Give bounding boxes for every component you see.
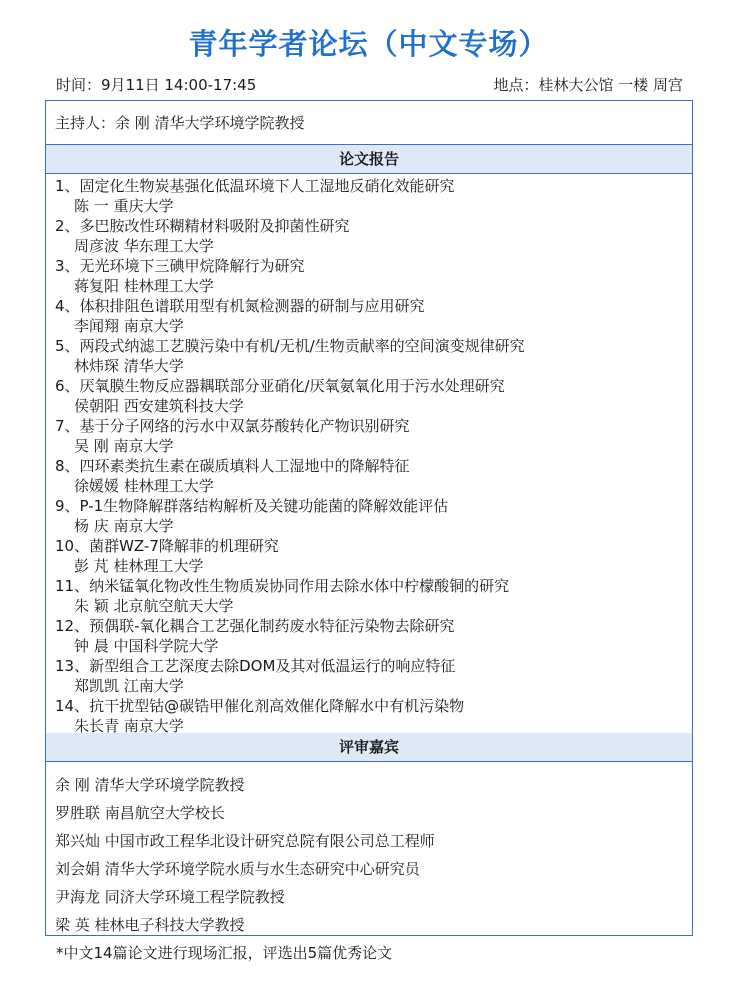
venue-text: 地点：桂林大公馆 一楼 周宫 [493, 76, 683, 94]
program-frame [45, 100, 693, 936]
paper-item [55, 376, 686, 416]
paper-item [55, 496, 686, 536]
reviewers-header: 评审嘉宾 [46, 733, 692, 762]
paper-author: 徐媛媛 桂林理工大学 [74, 477, 214, 495]
paper-author: 周彦波 华东理工大学 [74, 237, 214, 255]
paper-item [55, 216, 686, 256]
paper-list [55, 176, 686, 733]
meta-row [56, 74, 683, 96]
paper-item [55, 256, 686, 296]
paper-item [55, 456, 686, 496]
paper-title: 14、抗干扰型钴@碳锆甲催化剂高效催化降解水中有机污染物 [55, 697, 465, 715]
paper-item [55, 536, 686, 576]
paper-author: 陈 一 重庆大学 [74, 197, 174, 215]
reviewer-list [55, 771, 686, 939]
paper-title: 4、体积排阻色谱联用型有机氮检测器的研制与应用研究 [55, 297, 425, 315]
paper-item [55, 616, 686, 656]
paper-item [55, 176, 686, 216]
host-text: 主持人：余 刚 清华大学环境学院教授 [46, 101, 692, 145]
reviewer-item: 梁 英 桂林电子科技大学教授 [55, 916, 245, 934]
paper-author: 蒋复阳 桂林理工大学 [74, 277, 214, 295]
reviewer-item: 刘会娟 清华大学环境学院水质与水生态研究中心研究员 [55, 860, 420, 878]
paper-item [55, 416, 686, 456]
paper-title: 3、无光环境下三碘甲烷降解行为研究 [55, 257, 305, 275]
paper-title: 10、菌群WZ-7降解菲的机理研究 [55, 537, 279, 555]
reviewer-item: 尹海龙 同济大学环境工程学院教授 [55, 888, 285, 906]
paper-item [55, 336, 686, 376]
paper-item [55, 656, 686, 696]
paper-title: 2、多巴胺改性环糊精材料吸附及抑菌性研究 [55, 217, 350, 235]
footnote: *中文14篇论文进行现场汇报，评选出5篇优秀论文 [56, 944, 393, 962]
paper-author: 李闻翔 南京大学 [74, 317, 184, 335]
paper-item [55, 576, 686, 616]
paper-title: 9、P-1生物降解群落结构解析及关键功能菌的降解效能评估 [55, 497, 449, 515]
time-text: 时间：9月11日 14:00-17:45 [56, 76, 257, 94]
reviewer-item: 郑兴灿 中国市政工程华北设计研究总院有限公司总工程师 [55, 832, 435, 850]
paper-author: 彭 芃 桂林理工大学 [74, 557, 204, 575]
paper-title: 13、新型组合工艺深度去除DOM及其对低温运行的响应特征 [55, 657, 456, 675]
page-title: 青年学者论坛（中文专场） [188, 27, 549, 61]
paper-title: 7、基于分子网络的污水中双氯芬酸转化产物识别研究 [55, 417, 410, 435]
paper-author: 朱长青 南京大学 [74, 717, 184, 733]
paper-item [55, 296, 686, 336]
paper-author: 林炜琛 清华大学 [74, 357, 184, 375]
paper-title: 8、四环素类抗生素在碳质填料人工湿地中的降解特征 [55, 457, 410, 475]
reviewer-item: 余 刚 清华大学环境学院教授 [55, 776, 245, 794]
paper-title: 6、厌氧膜生物反应器耦联部分亚硝化/厌氧氨氧化用于污水处理研究 [55, 377, 505, 395]
paper-title: 11、纳米锰氧化物改性生物质炭协同作用去除水体中柠檬酸铜的研究 [55, 577, 510, 595]
paper-title: 12、预偶联-氧化耦合工艺强化制药废水特征污染物去除研究 [55, 617, 455, 635]
papers-header: 论文报告 [46, 145, 692, 174]
paper-author: 郑凯凯 江南大学 [74, 677, 184, 695]
paper-author: 侯朝阳 西安建筑科技大学 [74, 397, 244, 415]
paper-title: 5、两段式纳滤工艺膜污染中有机/无机/生物贡献率的空间演变规律研究 [55, 337, 525, 355]
paper-author: 杨 庆 南京大学 [74, 517, 174, 535]
paper-item [55, 696, 686, 733]
paper-author: 朱 颖 北京航空航天大学 [74, 597, 234, 615]
paper-author: 吴 刚 南京大学 [74, 437, 174, 455]
paper-title: 1、固定化生物炭基强化低温环境下人工湿地反硝化效能研究 [55, 177, 455, 195]
reviewer-item: 罗胜联 南昌航空大学校长 [55, 804, 225, 822]
paper-author: 钟 晨 中国科学院大学 [74, 637, 219, 655]
